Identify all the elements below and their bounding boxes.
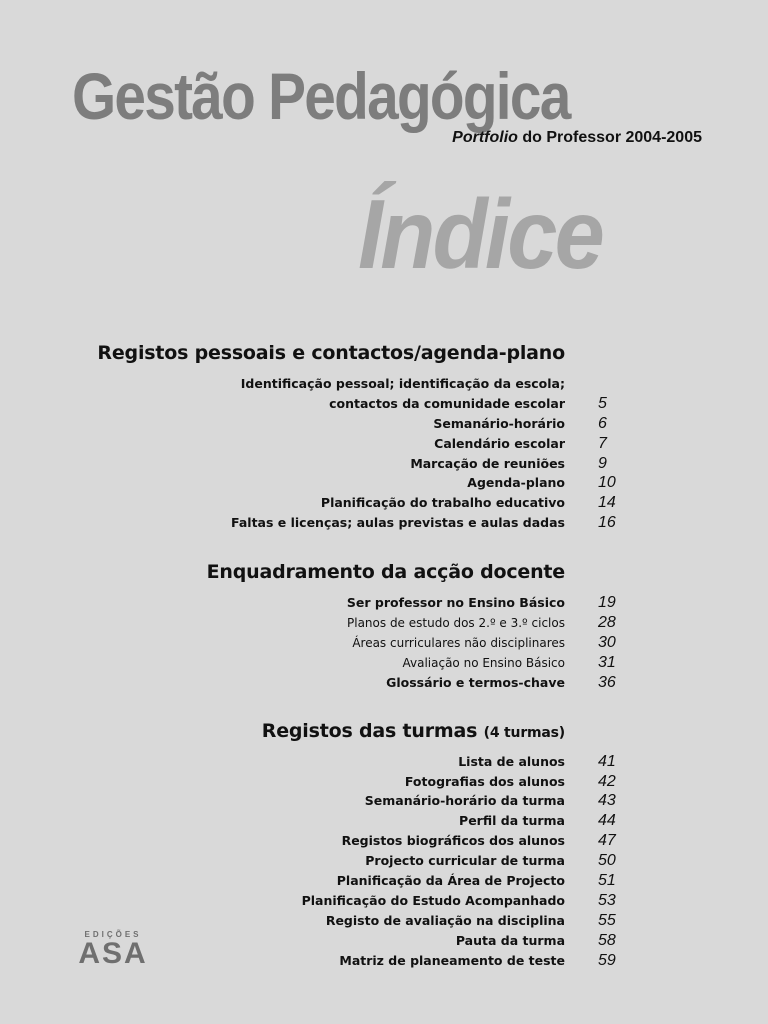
entry-label: Planificação do Estudo Acompanhado — [301, 893, 565, 908]
entry-page: 28 — [598, 614, 616, 631]
entry-label: Faltas e licenças; aulas previstas e aulas dadas — [231, 515, 565, 530]
section-heading-paren: (4 turmas) — [483, 725, 565, 741]
entry-page: 59 — [598, 952, 616, 969]
toc-entry[interactable] — [0, 911, 768, 931]
toc-entry[interactable] — [0, 752, 768, 772]
section-heading: Enquadramento da acção docente — [206, 561, 565, 583]
section-heading: Registos pessoais e contactos/agenda-plano — [97, 342, 565, 364]
toc-entry[interactable] — [0, 493, 768, 513]
entry-page: 58 — [598, 932, 616, 949]
section-heading-text: Registos das turmas — [261, 720, 478, 742]
entry-label: Perfil da turma — [459, 813, 565, 828]
toc-entry[interactable] — [0, 374, 768, 394]
toc-entry[interactable] — [0, 513, 768, 533]
book-subtitle — [452, 129, 702, 147]
toc-entry[interactable] — [0, 673, 768, 693]
toc-entry[interactable] — [0, 811, 768, 831]
entry-label: Semanário-horário — [433, 416, 565, 431]
toc-entry[interactable] — [0, 473, 768, 493]
toc-entry[interactable] — [0, 414, 768, 434]
toc-entry[interactable] — [0, 593, 768, 613]
subtitle-italic: Portfolio — [452, 129, 518, 146]
entry-label: Projecto curricular de turma — [365, 853, 565, 868]
toc-entry[interactable] — [0, 394, 768, 414]
entry-page: 16 — [598, 514, 616, 531]
entry-page: 6 — [598, 415, 607, 432]
entry-page: 42 — [598, 773, 616, 790]
entry-label: Ser professor no Ensino Básico — [346, 595, 565, 610]
entry-page: 53 — [598, 892, 616, 909]
logo-brand: ASA — [78, 937, 148, 970]
entry-label: Registo de avaliação na disciplina — [325, 913, 565, 928]
entry-label: Planos de estudo dos 2.º e 3.º ciclos — [347, 616, 565, 630]
entry-label: contactos da comunidade escolar — [329, 396, 565, 411]
entry-page: 36 — [598, 674, 616, 691]
publisher-logo — [72, 930, 154, 969]
entry-page: 55 — [598, 912, 616, 929]
entry-label: Planificação da Área de Projecto — [336, 873, 565, 888]
entry-label: Calendário escolar — [434, 436, 565, 451]
subtitle-rest: do Professor 2004-2005 — [517, 129, 702, 146]
toc-entry[interactable] — [0, 831, 768, 851]
entry-label: Identificação pessoal; identificação da escola; — [240, 376, 565, 391]
index-heading: Índice — [358, 179, 602, 289]
entry-label: Pauta da turma — [455, 933, 565, 948]
toc-entry[interactable] — [0, 613, 768, 633]
toc-entry[interactable] — [0, 653, 768, 673]
book-title: Gestão Pedagógica — [72, 59, 570, 133]
entry-label: Semanário-horário da turma — [364, 793, 565, 808]
entry-label: Glossário e termos-chave — [386, 675, 565, 690]
entry-page: 10 — [598, 474, 616, 491]
entry-label: Marcação de reuniões — [410, 456, 565, 471]
toc-entry[interactable] — [0, 772, 768, 792]
entry-page: 50 — [598, 852, 616, 869]
entry-label: Avaliação no Ensino Básico — [402, 656, 565, 670]
entry-page: 31 — [598, 654, 616, 671]
entry-page: 9 — [598, 455, 607, 472]
entry-label: Fotografias dos alunos — [404, 774, 565, 789]
toc-entry[interactable] — [0, 891, 768, 911]
entry-label: Registos biográficos dos alunos — [341, 833, 565, 848]
entry-page: 44 — [598, 812, 616, 829]
toc-entry[interactable] — [0, 454, 768, 474]
entry-page: 43 — [598, 792, 616, 809]
entry-page: 41 — [598, 753, 616, 770]
entry-label: Planificação do trabalho educativo — [320, 495, 565, 510]
toc-entry[interactable] — [0, 633, 768, 653]
entry-label: Áreas curriculares não disciplinares — [352, 636, 565, 650]
entry-page: 30 — [598, 634, 616, 651]
toc-entry[interactable] — [0, 851, 768, 871]
entry-label: Matriz de planeamento de teste — [339, 953, 565, 968]
section-heading — [262, 720, 565, 742]
entry-page: 7 — [598, 435, 607, 452]
entry-page: 19 — [598, 594, 616, 611]
logo-small-text: EDIÇÕES — [84, 930, 142, 939]
toc-entry[interactable] — [0, 791, 768, 811]
toc-entry[interactable] — [0, 871, 768, 891]
entry-page: 47 — [598, 832, 616, 849]
entry-page: 5 — [598, 395, 607, 412]
entry-page: 51 — [598, 872, 616, 889]
entry-page: 14 — [598, 494, 616, 511]
toc-entry[interactable] — [0, 434, 768, 454]
entry-label: Lista de alunos — [458, 754, 565, 769]
entry-label: Agenda-plano — [467, 475, 565, 490]
